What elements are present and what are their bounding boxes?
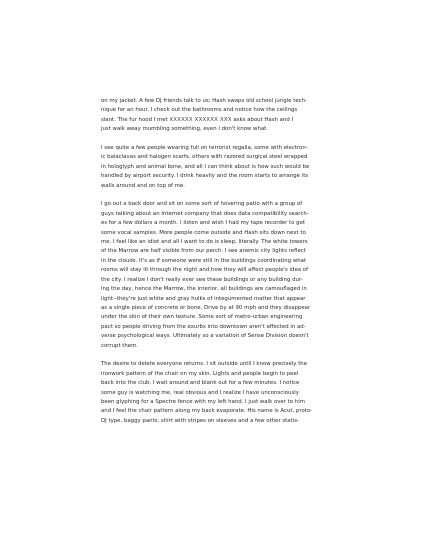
text-line: verse psychological ways. Ultimately so a variation of Sense Division doesn't (101, 333, 309, 340)
text-line: corrupt them. (101, 342, 139, 349)
text-line: walls around and on top of me. (101, 182, 185, 189)
text-line: and I feel the chair pattern along my back evaporate. His name is Acut, proto- (101, 408, 313, 415)
paragraph-4 (101, 360, 331, 426)
text-line: ironwork pattern of the chair on my skin. Lights and people begin to peel (101, 370, 299, 377)
text-line: under the skin of their own texture. Some sort of metro-urban engineering (101, 314, 303, 321)
text-line: the city. I realize I don't really ever see these buildings or any building dur- (101, 276, 303, 283)
text-line: I go out a back door and sit on some sort of hovering patio with a group of (101, 201, 303, 208)
text-line: some guy is watching me, real obvious and I realize I have unconsciously (101, 389, 299, 396)
text-segment: asks about Hash and I (231, 116, 294, 123)
text-line: nique for an hour. I check out the bathrooms and notice how the ceilings (101, 107, 298, 114)
text-line: The desire to delete everyone returns. I sit outside until I know precisely the (101, 361, 308, 368)
text-line: guys talking about an Internet company that does data compatibility search- (101, 210, 309, 217)
text-line: in the clouds. It's as if someone were still in the buildings coordinating what (101, 257, 307, 264)
text-line: rooms will stay lit through the night and how they will affect people's idea of (101, 267, 308, 274)
text-line: in hologlyph and animal bone, and all I can think about is how such would be (101, 163, 310, 170)
text-line: ic balaclavas and halogen scarfs, others with razored surgical steel wrapped (101, 154, 308, 161)
text-line: pact so people driving from the exurbs into downtown aren't affected in ad- (101, 323, 306, 330)
text-line: back into the club. I wait around and blank out for a few minutes. I notice (101, 380, 300, 387)
text-line: ing the day, hence the Marrow, the interior, all buildings are camouflaged in (101, 286, 307, 293)
text-line: I see quite a few people wearing full on terrorist regalia, some with electron- (101, 145, 308, 152)
text-line: light--they're just white and gray hulks of integumented matter that appear (101, 295, 306, 302)
text-line: handled by airport security. I drink heavily and the room starts to arrange its (101, 173, 309, 180)
text-line-with-redaction (101, 116, 331, 125)
text-segment: slant. The fur hood I met (101, 116, 170, 123)
text-line: on my jacket. A few DJ friends talk to us; Hash swaps old school jungle tech- (101, 98, 307, 104)
paragraph-2 (101, 144, 331, 191)
text-line: some vocal samples. More people come outside and Hash sits down next to (101, 229, 306, 236)
text-line: DJ type, baggy pants, shirt with stripes on sleeves and a few other statis- (101, 417, 299, 424)
body-text (101, 97, 331, 426)
text-line: been glyphing for a Spectre fence with my left hand. I just walk over to him (101, 398, 305, 405)
paragraph-1 (101, 97, 331, 135)
text-line: just walk away mumbling something, even I don't know what. (101, 126, 268, 133)
text-line: me. I feel like an idiot and all I want to do is sleep, literally. The white towers (101, 239, 308, 246)
redacted-name: XXXXXX XXXXXX XXX (169, 116, 232, 123)
text-line: es for a few dollars a month. I listen and wish I had my tape recorder to get (101, 220, 306, 227)
text-line: of the Marrow are half visible from our perch. I see anemic city lights reflect (101, 248, 306, 255)
paragraph-3 (101, 200, 331, 351)
text-line: as a single piece of concrete or bone. Drive by at 90 mph and they disappear (101, 304, 311, 311)
